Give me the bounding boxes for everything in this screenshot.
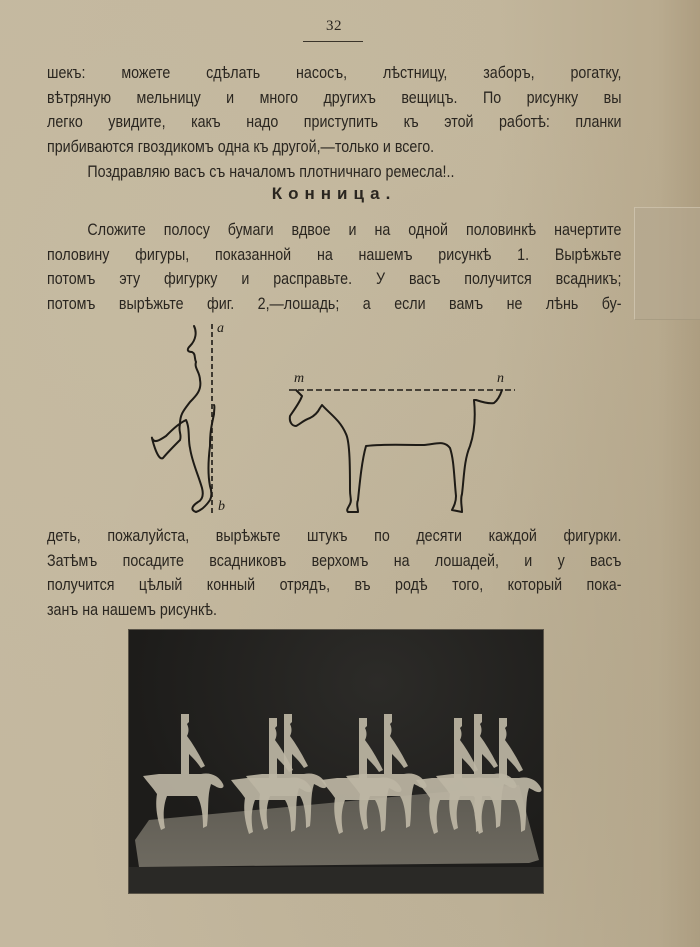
text-line: занъ на нашемъ рисункѣ. bbox=[47, 600, 217, 620]
text-line: шекъ: можете сдѣлать насосъ, лѣстницу, заборъ, рогатку, bbox=[47, 63, 622, 82]
section-heading: Конница. bbox=[271, 184, 397, 203]
paragraph-assembly bbox=[47, 524, 621, 623]
text-line: вѣтряную мельницу и много другихъ вещицъ. По рисунку вы bbox=[47, 87, 622, 107]
text-line: Затѣмъ посадите всадниковъ верхомъ на лошадей, и у васъ bbox=[47, 550, 622, 570]
page-number: 32 bbox=[326, 18, 342, 34]
text-line: потомъ эту фигурку и расправьте. У васъ получится всадникъ; bbox=[47, 269, 622, 289]
text-line: получится цѣлый конный отрядъ, въ родѣ того, который пока- bbox=[47, 575, 622, 595]
text-line: прибиваются гвоздикомъ одна къ другой,—только и всего. bbox=[47, 137, 435, 157]
rider-outline bbox=[152, 326, 215, 512]
rider-template-figure bbox=[152, 326, 215, 512]
label-m: m bbox=[294, 371, 305, 386]
horse-template-figure bbox=[290, 390, 502, 512]
horse-outline bbox=[290, 390, 502, 512]
text-line: деть, пожалуйста, вырѣжьте штукъ по десяти каждой фигурки. bbox=[47, 526, 622, 545]
text-line: потомъ вырѣжьте фиг. 2,—лошадь; а если вамъ не лѣнь бу- bbox=[47, 294, 622, 314]
board-edge bbox=[129, 867, 543, 893]
cavalry-photograph bbox=[128, 629, 544, 894]
label-a: a bbox=[217, 321, 224, 336]
text-line: легко увидите, какъ надо приступить къ этой работѣ: планки bbox=[47, 112, 622, 132]
label-b: b bbox=[218, 499, 225, 514]
text-line: Сложите полосу бумаги вдвое и на одной половинкѣ начертите bbox=[87, 220, 622, 239]
label-n: n bbox=[497, 371, 504, 386]
cavalry-photo-scene bbox=[129, 630, 543, 893]
paper-rider-cutout bbox=[143, 714, 224, 830]
text-line: Поздравляю васъ съ началомъ плотничнаго ремесла!.. bbox=[87, 161, 455, 181]
text-line: половину фигуры, показанной на нашемъ рисункѣ 1. Вырѣжьте bbox=[47, 244, 622, 264]
